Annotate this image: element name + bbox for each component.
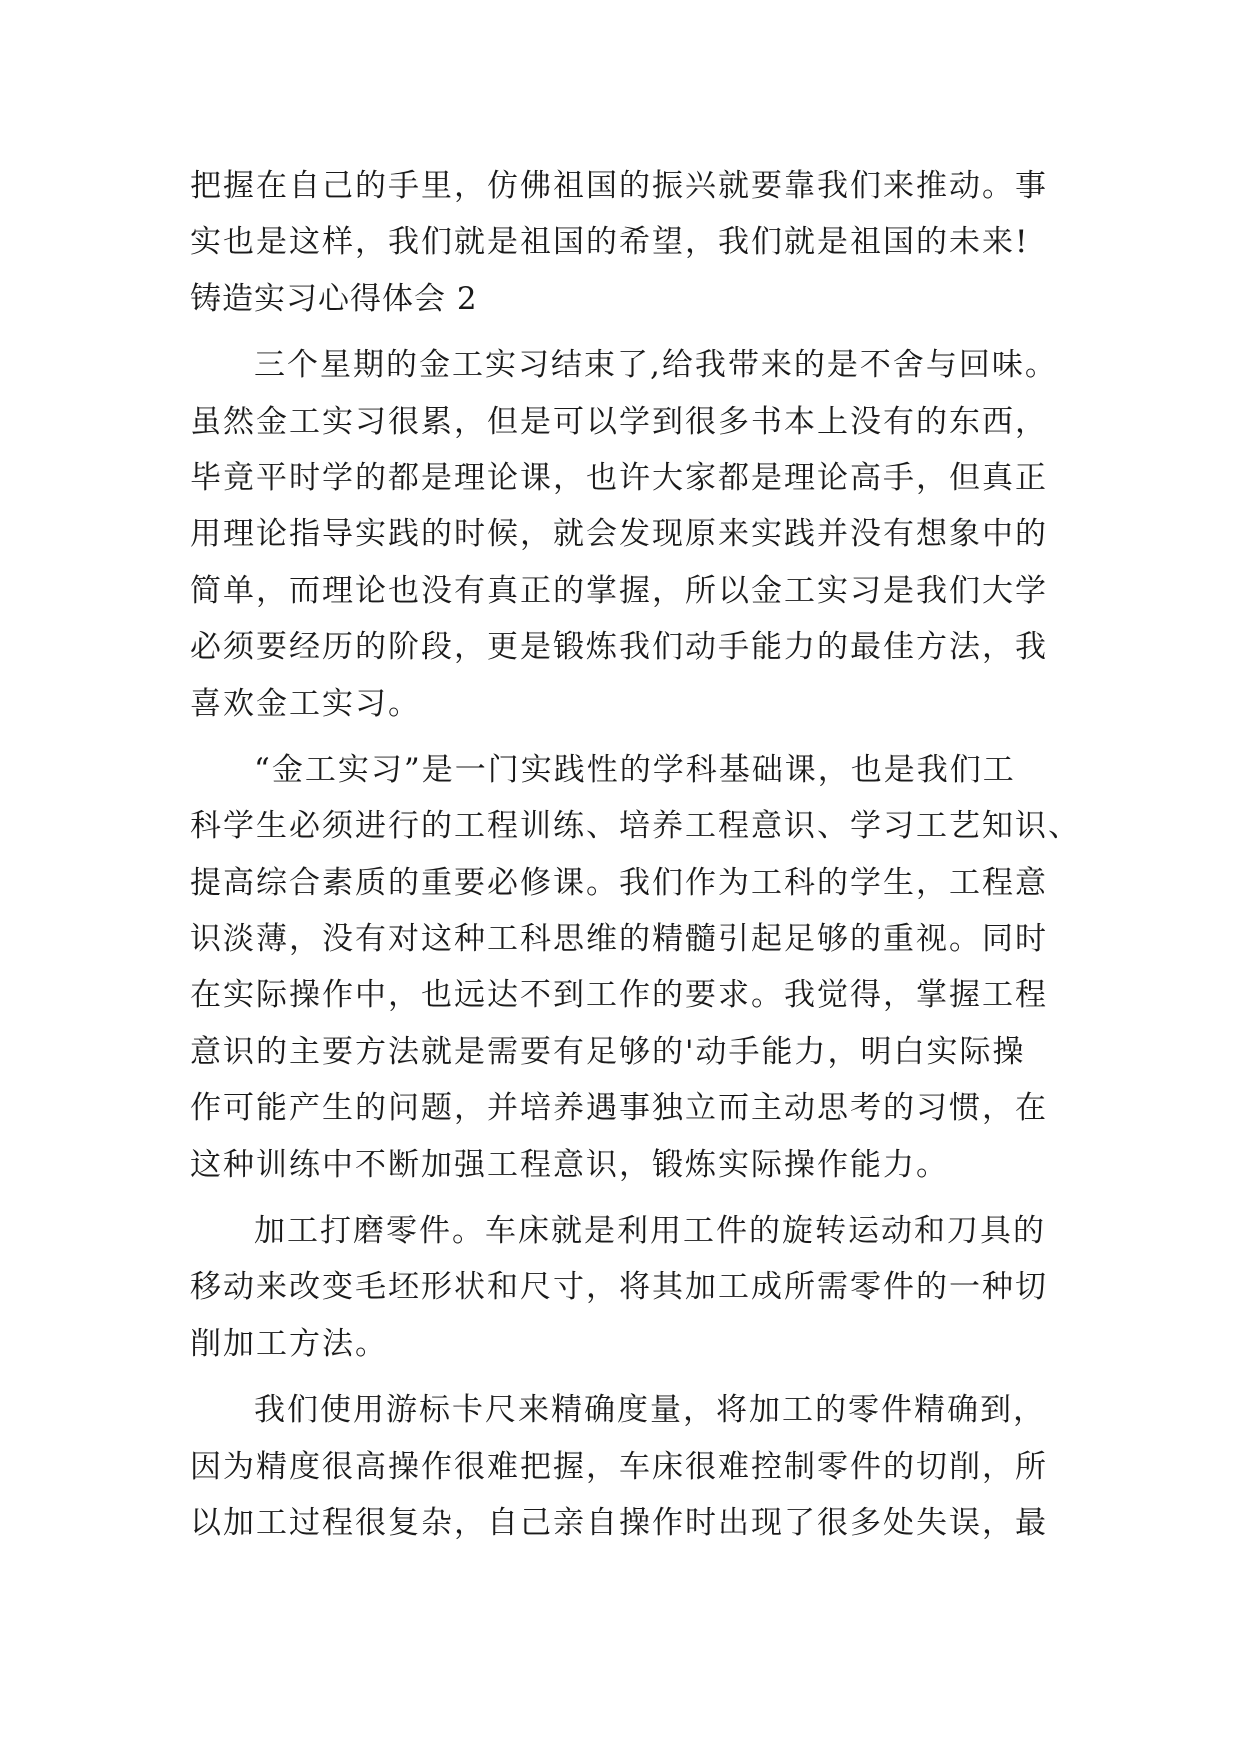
text-line: 提高综合素质的重要必修课。我们作为工科的学生，工程意 <box>190 864 1048 901</box>
text-line: 把握在自己的手里，仿佛祖国的振兴就要靠我们来推动。事 <box>190 168 1048 204</box>
text-line: 三个星期的金工实习结束了,给我带来的是不舍与回味。 <box>254 347 1058 384</box>
text-line: 简单，而理论也没有真正的掌握，所以金工实习是我们大学 <box>190 572 1048 609</box>
text-line: 实也是这样，我们就是祖国的希望，我们就是祖国的未来! <box>190 224 1030 261</box>
text-line: 加工打磨零件。车床就是利用工件的旋转运动和刀具的 <box>254 1213 1046 1250</box>
text-line: 作可能产生的问题，并培养遇事独立而主动思考的习惯，在 <box>190 1090 1048 1127</box>
text-line: 喜欢金工实习。 <box>190 685 421 722</box>
text-line: 这种训练中不断加强工程意识，锻炼实际操作能力。 <box>190 1146 949 1183</box>
text-line: 削加工方法。 <box>190 1325 388 1362</box>
text-line: 因为精度很高操作很难把握，车床很难控制零件的切削，所 <box>190 1448 1048 1485</box>
text-line: 移动来改变毛坯形状和尺寸，将其加工成所需零件的一种切 <box>190 1269 1048 1306</box>
text-line: “金工实习”是一门实践性的学科基础课，也是我们工 <box>254 751 1016 788</box>
text-line: 毕竟平时学的都是理论课，也许大家都是理论高手，但真正 <box>190 459 1048 496</box>
document-body <box>190 158 1081 1551</box>
text-line: 以加工过程很复杂，自己亲自操作时出现了很多处失误，最 <box>190 1504 1048 1541</box>
text-line: 在实际操作中，也远达不到工作的要求。我觉得，掌握工程 <box>190 977 1048 1014</box>
text-line: 科学生必须进行的工程训练、培养工程意识、学习工艺知识、 <box>190 808 1081 845</box>
text-line: 用理论指导实践的时候，就会发现原来实践并没有想象中的 <box>190 516 1048 553</box>
text-line: 虽然金工实习很累，但是可以学到很多书本上没有的东西， <box>190 403 1048 440</box>
section-title: 铸造实习心得体会 2 <box>190 280 478 317</box>
text-line: 意识的主要方法就是需要有足够的'动手能力，明白实际操 <box>190 1033 1026 1070</box>
text-line: 必须要经历的阶段，更是锻炼我们动手能力的最佳方法，我 <box>190 629 1048 666</box>
text-line: 识淡薄，没有对这种工科思维的精髓引起足够的重视。同时 <box>190 921 1048 958</box>
text-line: 我们使用游标卡尺来精确度量，将加工的零件精确到， <box>254 1392 1046 1429</box>
